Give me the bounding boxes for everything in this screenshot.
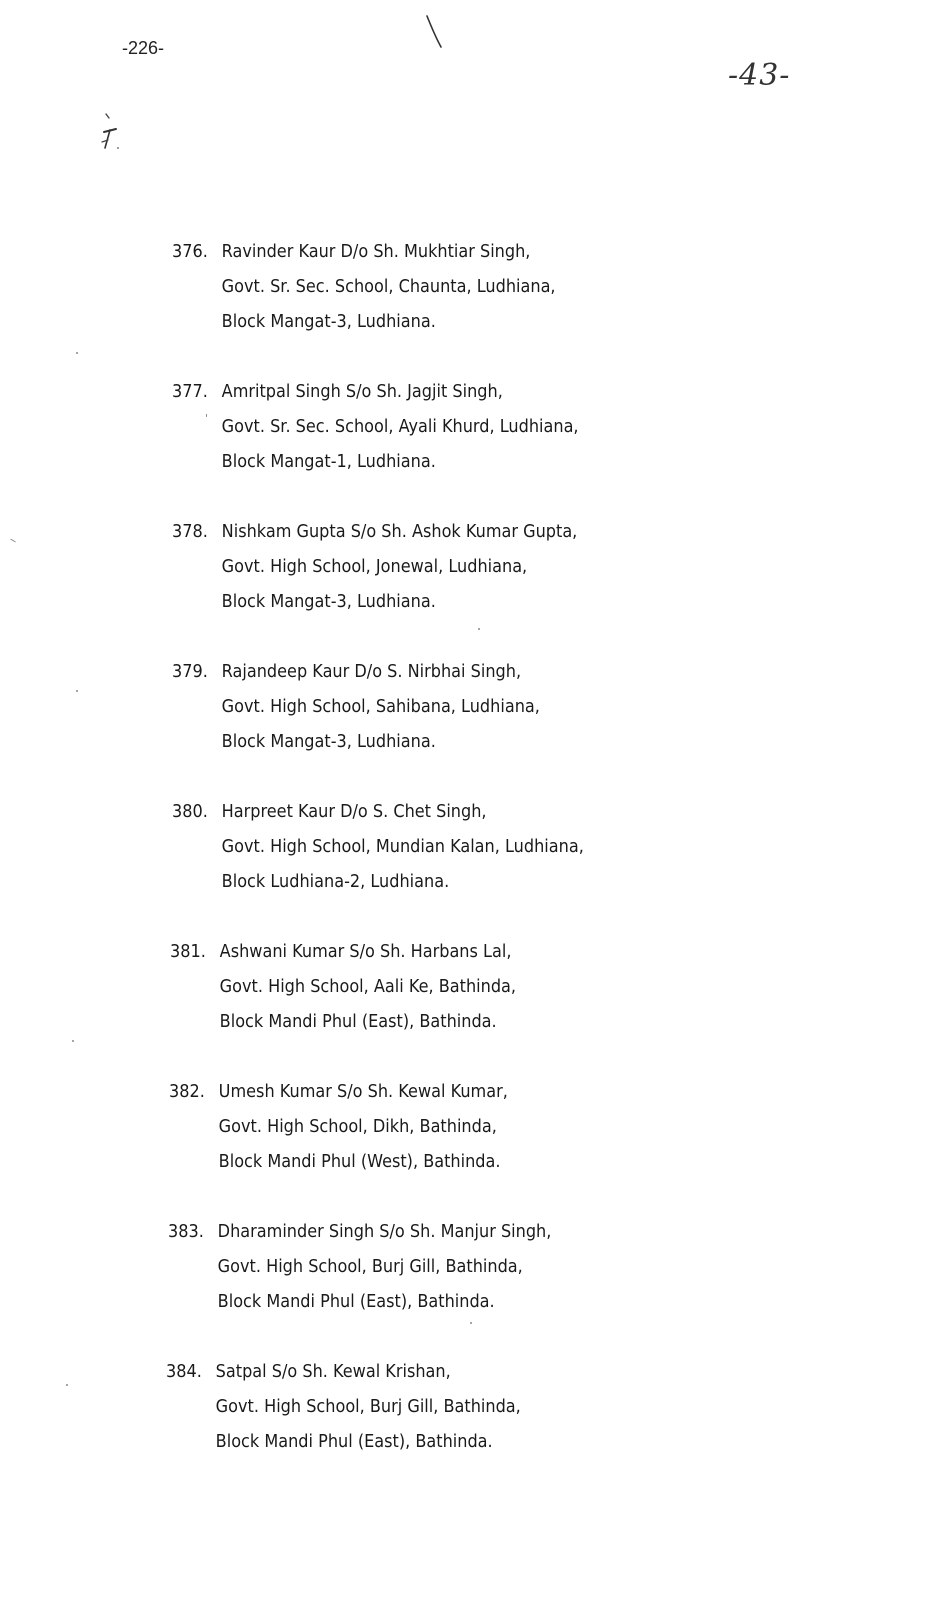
entry-block: Block Mandi Phul (East), Bathinda.	[217, 1292, 495, 1312]
entry-block: Block Mandi Phul (East), Bathinda.	[219, 1012, 497, 1032]
scan-speck	[66, 1384, 68, 1386]
entry-name: Ashwani Kumar S/o Sh. Harbans Lal,	[219, 942, 512, 962]
page-number-top: -226-	[122, 38, 165, 58]
entry-school: Govt. High School, Mundian Kalan, Ludhiana,	[221, 837, 584, 857]
entry-school: Govt. Sr. Sec. School, Ayali Khurd, Ludhiana,	[221, 417, 579, 437]
scan-speck	[72, 1040, 74, 1042]
entry-school: Govt. High School, Dikh, Bathinda,	[218, 1117, 497, 1137]
entry-number: 384.	[166, 1362, 202, 1382]
pen-stroke-mark	[425, 14, 445, 50]
entry-block: Block Ludhiana-2, Ludhiana.	[221, 872, 450, 892]
scan-speck	[478, 628, 480, 630]
entry-block: Block Mandi Phul (West), Bathinda.	[218, 1152, 501, 1172]
margin-scribble-mark	[98, 112, 122, 154]
entry-number: 382.	[169, 1082, 205, 1102]
entry-name: Nishkam Gupta S/o Sh. Ashok Kumar Gupta,	[221, 522, 578, 542]
scan-speck	[76, 352, 78, 354]
handwritten-page-number: -43-	[728, 58, 791, 93]
entry-name: Ravinder Kaur D/o Sh. Mukhtiar Singh,	[221, 242, 531, 262]
entry-name: Amritpal Singh S/o Sh. Jagjit Singh,	[221, 382, 503, 402]
entry-school: Govt. High School, Sahibana, Ludhiana,	[221, 697, 540, 717]
entry-block: Block Mandi Phul (East), Bathinda.	[215, 1432, 493, 1452]
entry-number: 381.	[170, 942, 206, 962]
entry-block: Block Mangat-3, Ludhiana.	[221, 312, 436, 332]
entry-block: Block Mangat-1, Ludhiana.	[221, 452, 436, 472]
entry-name: Dharaminder Singh S/o Sh. Manjur Singh,	[217, 1222, 552, 1242]
entry-school: Govt. High School, Burj Gill, Bathinda,	[217, 1257, 523, 1277]
entry-school: Govt. Sr. Sec. School, Chaunta, Ludhiana,	[221, 277, 556, 297]
entry-block: Block Mangat-3, Ludhiana.	[221, 732, 436, 752]
entry-name: Satpal S/o Sh. Kewal Krishan,	[215, 1362, 451, 1382]
entry-number: 379.	[172, 662, 208, 682]
entry-number: 380.	[172, 802, 208, 822]
entry-number: 377.	[172, 382, 208, 402]
scan-speck	[470, 1322, 472, 1324]
entry-school: Govt. High School, Aali Ke, Bathinda,	[219, 977, 517, 997]
entry-number: 376.	[172, 242, 208, 262]
scan-speck	[206, 414, 207, 417]
entry-name: Umesh Kumar S/o Sh. Kewal Kumar,	[218, 1082, 508, 1102]
entry-school: Govt. High School, Jonewal, Ludhiana,	[221, 557, 528, 577]
entry-school: Govt. High School, Burj Gill, Bathinda,	[215, 1397, 521, 1417]
entry-name: Harpreet Kaur D/o S. Chet Singh,	[221, 802, 487, 822]
entry-block: Block Mangat-3, Ludhiana.	[221, 592, 436, 612]
entry-number: 383.	[168, 1222, 204, 1242]
entry-number: 378.	[172, 522, 208, 542]
scan-speck	[76, 690, 78, 692]
entry-name: Rajandeep Kaur D/o S. Nirbhai Singh,	[221, 662, 522, 682]
scan-speck	[10, 539, 16, 543]
